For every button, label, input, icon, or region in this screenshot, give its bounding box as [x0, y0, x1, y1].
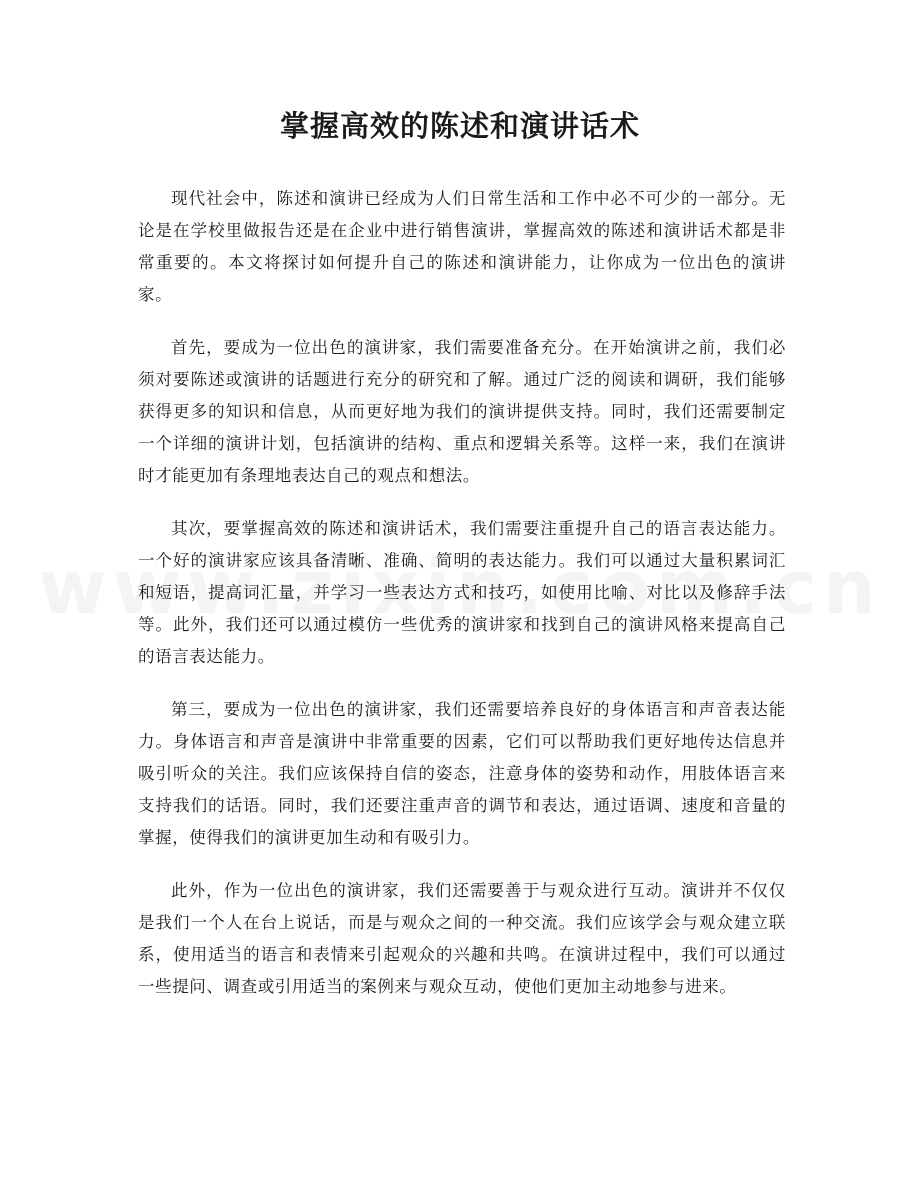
- paragraph-1: 现代社会中，陈述和演讲已经成为人们日常生活和工作中必不可少的一部分。无论是在学校里做报告还是在企业中进行销售演讲，掌握高效的陈述和演讲话术都是非常重要的。本文将探讨如何提升自己的陈述和演讲能力，让你成为一位出色的演讲家。: [138, 189, 786, 304]
- document-title: 掌握高效的陈述和演讲话术: [279, 109, 640, 143]
- paragraph-4: 第三，要成为一位出色的演讲家，我们还需要培养良好的身体语言和声音表达能力。身体语言和声音是演讲中非常重要的因素，它们可以帮助我们更好地传达信息并吸引听众的关注。我们应该保持自信的姿态，注意身体的姿势和动作，用肢体语言来支持我们的话语。同时，我们还要注重声音的调节和表达，通过语调、速度和音量的掌握，使得我们的演讲更加生动和有吸引力。: [138, 700, 786, 847]
- paragraph-3: 其次，要掌握高效的陈述和演讲话术，我们需要注重提升自己的语言表达能力。一个好的演讲家应该具备清晰、准确、简明的表达能力。我们可以通过大量积累词汇和短语，提高词汇量，并学习一些表达方式和技巧，如使用比喻、对比以及修辞手法等。此外，我们还可以通过模仿一些优秀的演讲家和找到自己的演讲风格来提高自己的语言表达能力。: [138, 519, 786, 666]
- paragraph-2: 首先，要成为一位出色的演讲家，我们需要准备充分。在开始演讲之前，我们必须对要陈述或演讲的话题进行充分的研究和了解。通过广泛的阅读和调研，我们能够获得更多的知识和信息，从而更好地为我们的演讲提供支持。同时，我们还需要制定一个详细的演讲计划，包括演讲的结构、重点和逻辑关系等。这样一来，我们在演讲时才能更加有条理地表达自己的观点和想法。: [138, 338, 786, 485]
- paragraph-5: 此外，作为一位出色的演讲家，我们还需要善于与观众进行互动。演讲并不仅仅是我们一个人在台上说话，而是与观众之间的一种交流。我们应该学会与观众建立联系，使用适当的语言和表情来引起观众的兴趣和共鸣。在演讲过程中，我们可以通过一些提问、调查或引用适当的案例来与观众互动，使他们更加主动地参与进来。: [138, 881, 786, 996]
- document-body: [138, 183, 786, 1024]
